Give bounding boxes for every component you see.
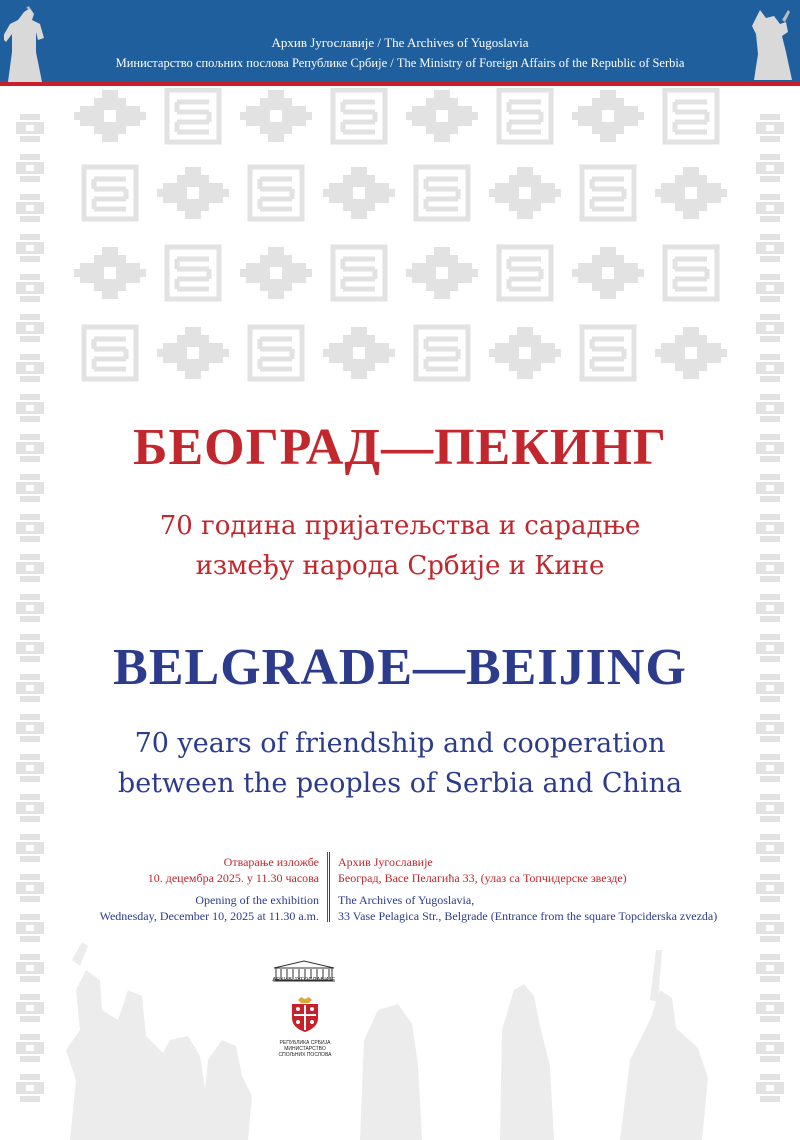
header-ministry-line: Министарство спољних послова Републике Србије / The Ministry of Foreign Affairs of the Republic of Serbia <box>115 56 685 70</box>
ministry-line2: МИНИСТАРСТВО <box>284 1046 326 1052</box>
title-english: BELGRADE—BEIJING <box>113 639 687 696</box>
opening-sr-label: Отварање изложбе <box>223 855 319 869</box>
subtitle-english-line2: between the peoples of Serbia and China <box>117 768 683 799</box>
header-archives-line: Архив Југославије / The Archives of Yugoslavia <box>271 35 529 50</box>
subtitle-serbian-line2: између народа Србије и Кине <box>195 551 605 581</box>
venue-sr-name: Архив Југославије <box>338 855 433 869</box>
venue-en-address: 33 Vase Pelagica Str., Belgrade (Entrance from the square Topciderska zvezda) <box>338 909 718 923</box>
subtitle-serbian-line1: 70 година пријатељства и сарадње <box>159 511 641 541</box>
venue-sr-address: Београд, Васе Пелагића 33, (улаз са Топчидерске звезде) <box>338 871 627 885</box>
subtitle-serbian <box>0 506 800 586</box>
subtitle-english <box>0 724 800 804</box>
venue-en-name: The Archives of Yugoslavia, <box>338 893 475 907</box>
ministry-line3: СПОЉНИХ ПОСЛОВА <box>278 1052 332 1058</box>
ministry-line1: РЕПУБЛИКА СРБИЈА <box>279 1040 331 1046</box>
subtitle-english-line1: 70 years of friendship and cooperation <box>134 728 666 759</box>
opening-info <box>20 854 319 924</box>
statues-silhouette <box>60 930 740 1140</box>
opening-sr-date: 10. децембра 2025. у 11.30 часова <box>147 871 319 885</box>
header-banner <box>0 0 800 82</box>
serbian-coat-of-arms-icon <box>290 996 320 1032</box>
opening-en-label: Opening of the exhibition <box>195 893 319 907</box>
header-red-stripe <box>0 82 800 86</box>
statue-right-icon <box>752 6 796 82</box>
title-serbian: БЕОГРАД—ПЕКИНГ <box>133 419 667 476</box>
info-divider <box>327 852 330 922</box>
ministry-logo-text <box>270 1040 340 1058</box>
venue-info <box>338 854 778 924</box>
archive-logo-text: АРХИВ ЈУГОСЛАВИЈЕ <box>272 977 336 983</box>
opening-en-date: Wednesday, December 10, 2025 at 11.30 a.m. <box>99 909 319 923</box>
